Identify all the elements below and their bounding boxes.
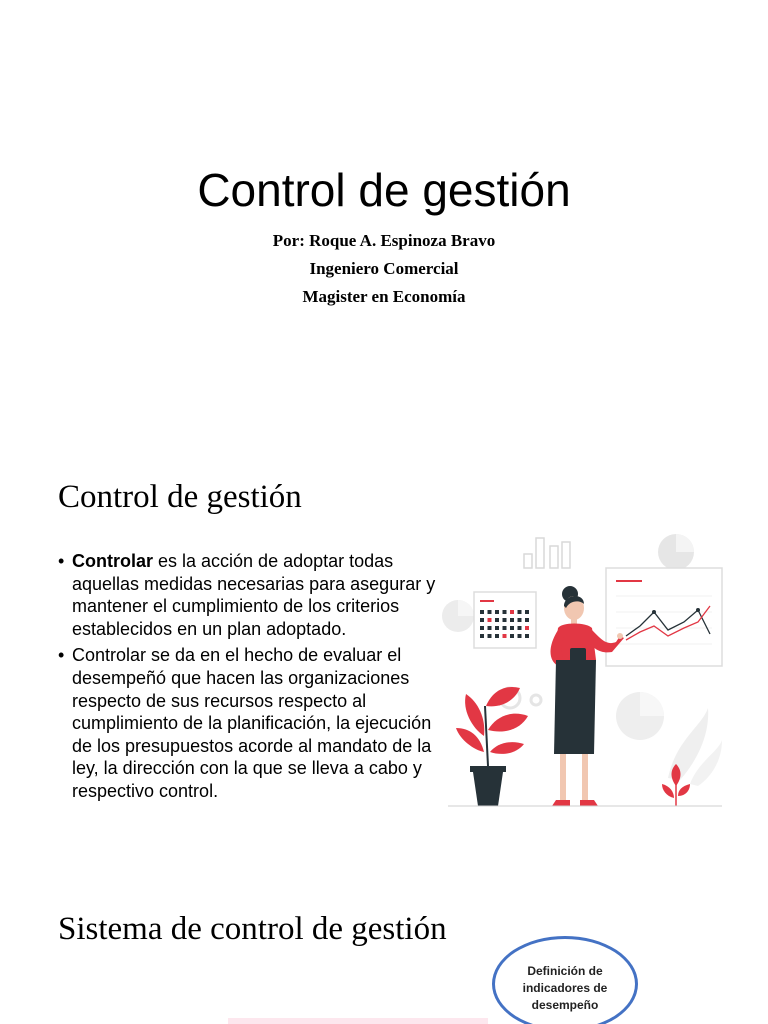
slide-title: Control de gestión	[58, 479, 302, 515]
bullet-icon: •	[58, 551, 65, 571]
calendar-day-dot	[518, 626, 522, 630]
calendar-day-dot	[488, 626, 492, 630]
bullet-list	[58, 550, 440, 807]
woman-presenting-chart-illustration	[440, 530, 730, 820]
definition-slide	[0, 452, 768, 892]
calendar-day-dot	[525, 610, 529, 614]
bubble-text	[495, 963, 635, 1014]
calendar-day-dot	[503, 634, 507, 638]
bullet-bold-term: Controlar	[72, 551, 153, 571]
pie-icon	[616, 692, 664, 740]
bullet-icon: •	[58, 645, 65, 666]
line-chart-board-icon	[606, 568, 722, 666]
calendar-day-dot	[510, 610, 514, 614]
calendar-day-dot	[480, 634, 484, 638]
calendar-day-dot	[480, 610, 484, 614]
calendar-day-dot	[488, 634, 492, 638]
system-slide	[0, 896, 768, 1024]
author-line: Por: Roque A. Espinoza Bravo	[272, 231, 496, 250]
calendar-day-dot	[480, 626, 484, 630]
degree-line: Ingeniero Comercial	[309, 259, 459, 278]
calendar-day-dot	[495, 610, 499, 614]
calendar-day-dot	[503, 610, 507, 614]
calendar-day-dot	[488, 610, 492, 614]
calendar-day-dot	[518, 634, 522, 638]
calendar-day-dot	[495, 618, 499, 622]
calendar-day-dot	[510, 618, 514, 622]
calendar-day-dot	[525, 634, 529, 638]
calendar-day-dot	[510, 626, 514, 630]
calendar-day-dot	[518, 618, 522, 622]
bubble-line: indicadores de	[522, 981, 608, 995]
bullet-text: es la acción de adoptar todas aquellas medidas necesarias para asegurar y mantener el cumplimiento de los criterios establecidos en un plan adoptado.	[72, 551, 436, 639]
bar-icon	[524, 538, 570, 568]
masters-line: Magister en Economía	[302, 287, 466, 306]
bubble-line: desempeño	[531, 998, 599, 1012]
pie-icon	[442, 600, 474, 632]
calendar-day-dot	[518, 610, 522, 614]
calendar-day-dot	[503, 618, 507, 622]
slide-title: Sistema de control de gestión	[58, 911, 447, 947]
calendar-icon	[474, 592, 536, 648]
bullet-text: Controlar se da en el hecho de evaluar el desempeñó que hacen las organizaciones respecto de sus recursos respecto al cumplimiento de la planificación, la ejecución de los presupuestos acorde al mandato de la ley, la dirección con la que se lleva a cabo y respectivo control.	[72, 645, 432, 801]
title-slide	[0, 0, 768, 440]
calendar-day-dot	[503, 626, 507, 630]
pie-icon	[658, 534, 694, 570]
diagram-strip	[228, 1018, 488, 1024]
bullet-item	[58, 550, 440, 640]
bubble-line: Definición de	[527, 964, 603, 978]
calendar-day-dot	[525, 626, 529, 630]
bullet-item	[58, 644, 440, 802]
calendar-day-dot	[510, 634, 514, 638]
presentation-title: Control de gestión	[197, 164, 571, 216]
calendar-day-dot	[488, 618, 492, 622]
indicator-definition-bubble	[492, 936, 638, 1024]
calendar-day-dot	[495, 626, 499, 630]
calendar-day-dot	[495, 634, 499, 638]
calendar-day-dot	[525, 618, 529, 622]
calendar-day-dot	[480, 618, 484, 622]
